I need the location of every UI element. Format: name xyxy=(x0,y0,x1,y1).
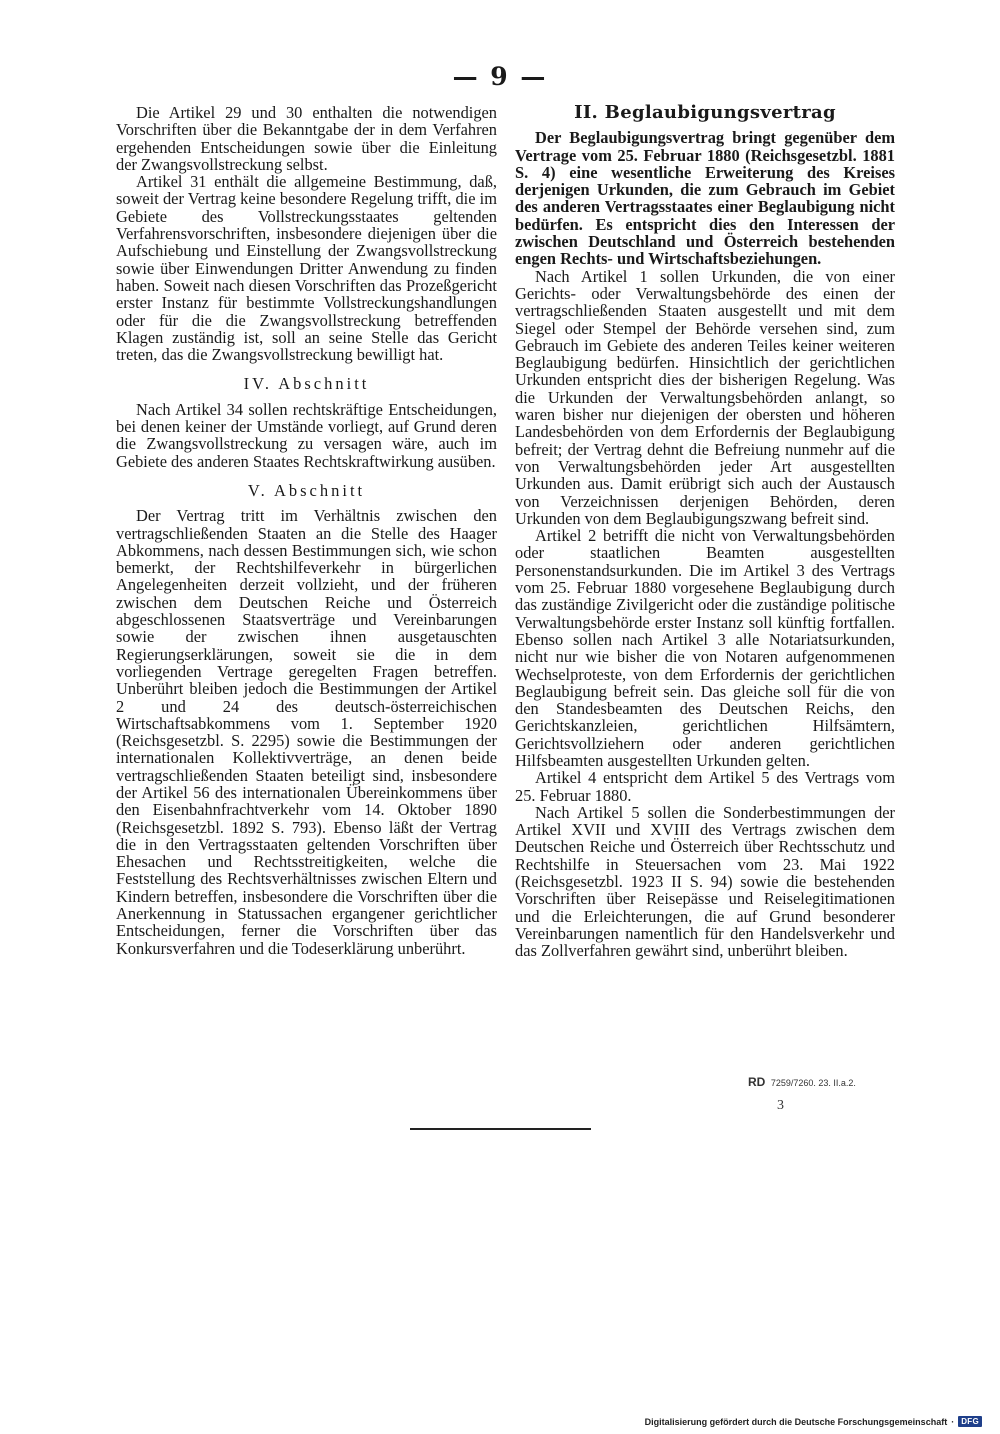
right-column xyxy=(515,104,895,960)
section-heading-iv: IV. Abschnitt xyxy=(243,374,370,394)
paragraph-article-2: Artikel 2 betrifft die nicht von Verwaltungsbehörden oder staatlichen Beamten ausgestellten Personenstandsurkunden. Die im Artikel 3 des Vertrags vom 25. Februar 1880 vorgesehene Beglaubigung durch das zuständige Zivilgericht oder die zuständige politische Verwaltungsbehörde erster Instanz soll künftig fortfallen. Ebenso sollen nach Artikel 3 alle Notariatsurkunden, nicht nur wie bisher die von Notaren aufgenommenen Wechselproteste, von dem Erfordernis der gerichtlichen Beglaubigung befreit sein. Das gleiche soll für die von den Standesbeamten des Deutschen Reichs, den Gerichtskanzleien, gerichtlichen Hilfsämtern, Gerichtsvollziehern oder anderen gerichtlichen Hilfsbeamten ausgestellten Urkunden gelten. xyxy=(515,526,895,770)
paragraph-section-v: Der Vertrag tritt im Verhältnis zwischen den vertragschließenden Staaten an die Stelle des Haager Abkommens, nach dessen Bestimmungen sich, wie schon bemerkt, der Rechtshilfeverkehr in bürgerlichen Angelegenheiten derzeit vollzieht, und der früheren zwischen dem Deutschen Reiche und Österreich abgeschlossenen Staatsverträge und Vereinbarungen sowie der zwischen ihnen ausgetauschten Regierungserklärungen, soweit sie die in dem vorliegenden Vertrage geregelten Fragen betreffen. Unberührt bleiben jedoch die Bestimmungen der Artikel 2 und 24 des deutsch-österreichischen Wirtschaftsabkommens vom 1. September 1920 (Reichsgesetzbl. S. 2295) sowie die Bestimmungen der internationalen Kollektivverträge, an denen beide vertragschließenden Staaten beteiligt sind, insbesondere der Artikel 56 des internationalen Übereinkommens über den Eisenbahnfrachtverkehr vom 14. Oktober 1890 (Reichsgesetzbl. 1892 S. 793). Ebenso läßt der Vertrag die in den Vertragsstaaten geltenden Vorschriften über Ehesachen und Rechtsstreitigkeiten, welche die Feststellung des Rechtsverhältnisses zwischen Eltern und Kindern betreffen, insbesondere die Vorschriften über die Anerkennung in Statussachen ergangener gerichtlicher Entscheidungen, ferner die Vorschriften über das Konkursverfahren und die Todeserklärung unberührt. xyxy=(116,506,497,958)
section-heading-v: V. Abschnitt xyxy=(247,480,366,500)
paragraph-article-4: Artikel 4 entspricht dem Artikel 5 des Vertrags vom 25. Februar 1880. xyxy=(515,768,895,805)
page-number: — 9 — xyxy=(452,62,548,91)
closing-rule xyxy=(410,1128,591,1130)
paragraph-article-34: Nach Artikel 34 sollen rechtskräftige Entscheidungen, bei denen keiner der Umstände vorliegt, auf Grund deren die Zwangsvollstreckung zu versagen wäre, auch im Gebiete des anderen Staates Rechtskraftwirkung ausüben. xyxy=(116,399,497,471)
paragraph-article-1: Nach Artikel 1 sollen Urkunden, die von einer Gerichts- oder Verwaltungsbehörde des einen der vertragschließenden Staaten ausgestellt und mit dem Siegel oder Stempel der Behörde versehen sind, zum Gebrauch im Gebiete des anderen Teiles keiner weiteren Beglaubigung bedürfen. Hinsichtlich der gerichtlichen Urkunden entspricht dies der bisherigen Regelung. Was die Urkunden der Verwaltungsbehörden anlangt, so waren bisher nur diejenigen der obersten und höheren Landesbehörden von dem Erfordernis der Beglaubigung befreit; der Vertrag dehnt die Befreiung nunmehr auf die von Verwaltungsbehörden jeder Art ausgestellten Urkunden aus. Damit erübrigt sich auch der Austausch von Verzeichnissen derjenigen Behörden, deren Urkunden von dem Beglaubigungszwang befreit sind. xyxy=(515,266,895,528)
heading-beglaubigungsvertrag: II. Beglaubigungsvertrag xyxy=(574,102,836,123)
paragraph-intro: Der Beglaubigungsvertrag bringt gegenüber dem Vertrage vom 25. Februar 1880 (Reichsgesetzbl. 1881 S. 4) eine wesentliche Erweiterung des Kreises derjenigen Urkunden, die zum Gebrauch im Gebiet des anderen Vertragsstaates einer Beglaubigung nicht bedürfen. Es entspricht dies den Interessen der zwischen Deutschland und Österreich bestehenden engen Rechts- und Wirtschaftsbeziehungen. xyxy=(515,128,895,269)
dfg-logo-icon: DFG xyxy=(958,1416,982,1427)
left-column xyxy=(116,104,497,957)
paragraph-article-5: Nach Artikel 5 sollen die Sonderbestimmungen der Artikel XVII und XVIII des Vertrags zwischen dem Deutschen Reiche und Österreich über Rechtsschutz und Rechtshilfe in Steuersachen vom 23. Mai 1922 (Reichsgesetzbl. 1923 II S. 94) sowie die bestehenden Vorschriften über Reisepässe und Reiselegitimationen und die Erleichterungen, die auf Grund besonderer Vereinbarungen namentlich für den Handelsverkehr und das Zollverfahren gewährt sind, unberührt bleiben. xyxy=(515,802,895,961)
digitization-footer xyxy=(645,1416,982,1427)
footer-text: Digitalisierung gefördert durch die Deutsche Forschungsgemeinschaft xyxy=(644,1416,948,1427)
printer-code: 7259/7260. 23. II.a.2. xyxy=(770,1078,856,1088)
paragraph-article-31: Artikel 31 enthält die allgemeine Bestimmung, daß, soweit der Vertrag keine besondere Regelung trifft, die im Gebiete des Vollstreckungsstaates geltenden Verfahrensvorschriften, insbesondere diejenigen über die Aufschiebung und Einstellung der Zwangsvollstreckung sowie über Einwendungen Dritter Anwendung zu finden haben. Soweit nach diesen Vorschriften das Prozeßgericht erster Instanz für bestimmte Vollstreckungshandlungen oder für die die Zwangsvollstreckung betreffenden Klagen zuständig ist, soll an seine Stelle das Gericht treten, das die Zwangsvollstreckung bewilligt hat. xyxy=(116,172,497,365)
printer-logo-icon: RD xyxy=(748,1075,766,1089)
footer-separator: · xyxy=(951,1416,955,1427)
printer-mark xyxy=(748,1075,856,1089)
sheet-number: 3 xyxy=(777,1098,784,1113)
paragraph-articles-29-30: Die Artikel 29 und 30 enthalten die notwendigen Vorschriften über die Bekanntgabe der in dem Verfahren ergehenden Entscheidungen sowie über die Einleitung der Zwangsvollstreckung selbst. xyxy=(116,103,497,174)
